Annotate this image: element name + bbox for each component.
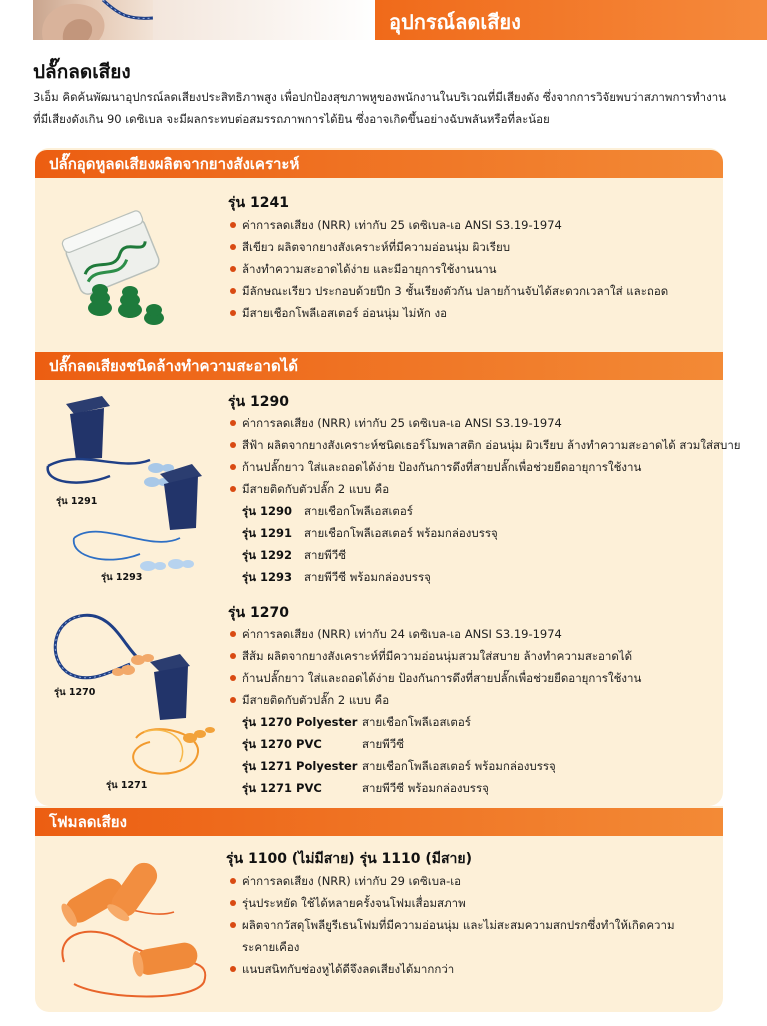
feature-item: ก้านปลั๊กยาว ใส่และถอดได้ง่าย ป้องกันการดึงที่สายปลั๊กเพื่อช่วยยืดอายุการใช้งาน [230,456,741,478]
model-1100-1110-title: รุ่น 1100 (ไม่มีสาย) รุ่น 1110 (มีสาย) [226,851,473,867]
feature-item: มีสายติดกับตัวปลั๊ก 2 แบบ คือ [230,689,641,711]
banner-title-bar [375,0,767,40]
feature-item: สีฟ้า ผลิตจากยางสังเคราะห์ชนิดเธอร์โมพลาสติก อ่อนนุ่ม ผิวเรียบ ล้างทำความสะอาดได้ สวมใส่สบาย [230,434,741,456]
variant-row [242,755,556,777]
variant-row [242,733,556,755]
feature-item: ค่าการลดเสียง (NRR) เท่ากับ 29 เดซิเบล-เอ [230,870,682,892]
feature-item: มีลักษณะเรียว ประกอบด้วยปีก 3 ชั้นเรียงตัวกัน ปลายก้านจับได้สะดวกเวลาใส่ และถอด [230,280,668,302]
variant-model: รุ่น 1291 [242,526,293,540]
variant-model: รุ่น 1271 Polyester [242,759,358,773]
model-1241-features [230,214,668,324]
variant-row [242,711,556,733]
page-title: ปลั๊กลดเสียง [33,61,131,83]
variant-desc: สายพีวีซี [304,548,347,562]
model-1270-variants [242,711,556,799]
variant-row [242,500,498,522]
variant-model: รุ่น 1293 [242,570,293,584]
variant-row [242,566,498,588]
caption-1270: รุ่น 1270 [54,687,96,698]
variant-model: รุ่น 1270 Polyester [242,715,358,729]
product-image-1241 [60,200,170,330]
caption-1293: รุ่น 1293 [101,572,143,583]
feature-item: รุ่นประหยัด ใช้ได้หลายครั้งจนโฟมเสื่อมสภาพ [230,892,682,914]
feature-item: ค่าการลดเสียง (NRR) เท่ากับ 25 เดซิเบล-เอ ANSI S3.19-1974 [230,214,668,236]
variant-desc: สายเชือกโพลีเอสเตอร์ พร้อมกล่องบรรจุ [362,759,556,773]
banner-fade [153,0,378,40]
feature-item: ผลิตจากวัสดุโพลียูรีเธนโฟมที่มีความอ่อนนุ่ม และไม่สะสมความสกปรกซึ่งทำให้เกิดความระคายเคือง [230,914,682,958]
model-1290-variants [242,500,498,588]
variant-row [242,544,498,566]
model-1100-features [230,870,682,980]
feature-item: สีส้ม ผลิตจากยางสังเคราะห์ที่มีความอ่อนนุ่มสวมใส่สบาย ล้างทำความสะอาดได้ [230,645,641,667]
feature-item: แนบสนิทกับช่องหูได้ดีจึงลดเสียงได้มากกว่า [230,958,682,980]
variant-model: รุ่น 1270 PVC [242,737,322,751]
variant-model: รุ่น 1271 PVC [242,781,322,795]
variant-model: รุ่น 1292 [242,548,293,562]
section-header-foam: โฟมลดเสียง [35,808,723,836]
banner-title: อุปกรณ์ลดเสียง [389,10,521,34]
feature-item: ก้านปลั๊กยาว ใส่และถอดได้ง่าย ป้องกันการดึงที่สายปลั๊กเพื่อช่วยยืดอายุการใช้งาน [230,667,641,689]
section-header-washable: ปลั๊กลดเสียงชนิดล้างทำความสะอาดได้ [35,352,723,380]
feature-item: สีเขียว ผลิตจากยางสังเคราะห์ที่มีความอ่อนนุ่ม ผิวเรียบ [230,236,668,258]
model-1290-features [230,412,741,500]
variant-desc: สายเชือกโพลีเอสเตอร์ พร้อมกล่องบรรจุ [304,526,498,540]
variant-desc: สายเชือกโพลีเอสเตอร์ [362,715,471,729]
variant-desc: สายเชือกโพลีเอสเตอร์ [304,504,413,518]
variant-desc: สายพีวีซี พร้อมกล่องบรรจุ [362,781,489,795]
model-1270-title: รุ่น 1270 [228,605,289,621]
variant-desc: สายพีวีซี พร้อมกล่องบรรจุ [304,570,431,584]
model-1270-features [230,623,641,711]
variant-row [242,522,498,544]
ear-photo [33,0,153,40]
top-banner [0,0,767,40]
variant-desc: สายพีวีซี [362,737,405,751]
feature-item: มีสายเชือกโพลีเอสเตอร์ อ่อนนุ่ม ไม่หัก งอ [230,302,668,324]
feature-item: ค่าการลดเสียง (NRR) เท่ากับ 25 เดซิเบล-เอ ANSI S3.19-1974 [230,412,741,434]
caption-1291: รุ่น 1291 [56,496,98,507]
model-1241-title: รุ่น 1241 [228,195,289,211]
feature-item: มีสายติดกับตัวปลั๊ก 2 แบบ คือ [230,478,741,500]
feature-item: ค่าการลดเสียง (NRR) เท่ากับ 24 เดซิเบล-เอ ANSI S3.19-1974 [230,623,641,645]
product-image-1100-foam [44,852,224,1002]
variant-row [242,777,556,799]
product-image-1290 [40,388,220,588]
variant-model: รุ่น 1290 [242,504,293,518]
caption-1271: รุ่น 1271 [106,780,148,791]
intro-paragraph: 3เอ็ม คิดค้นพัฒนาอุปกรณ์ลดเสียงประสิทธิภาพสูง เพื่อปกป้องสุขภาพหูของพนักงานในบริเวณที่มีเสียงดัง ซึ่งจากการวิจัยพบว่าสภาพการทำงานที่มีเสียงดังเกิน 90 เดซิเบล จะมีผลกระทบต่อสมรรถภาพการได้ยิน ซึ่งอาจเกิดขึ้นอย่างฉับพลันหรือที่ละน้อย [33,90,727,126]
section-header-synthetic-rubber: ปลั๊กอุดหูลดเสียงผลิตจากยางสังเคราะห์ [35,150,723,178]
feature-item: ล้างทำความสะอาดได้ง่าย และมีอายุการใช้งานนาน [230,258,668,280]
model-1290-title: รุ่น 1290 [228,394,289,410]
